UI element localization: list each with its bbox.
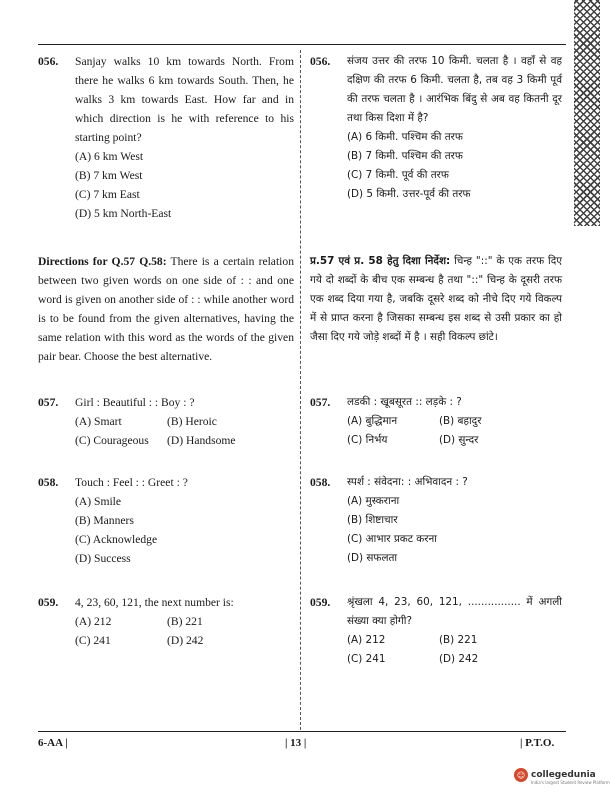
logo-tagline: India's largest Student Review Platform [531, 780, 610, 785]
option-c: (C) 241 [75, 634, 111, 647]
footer-page-number: | 13 | [285, 737, 307, 749]
options-list [75, 612, 294, 650]
option-d: (D) 5 किमी. उत्तर-पूर्व की तरफ [347, 188, 471, 200]
option-b: (B) शिष्टाचार [347, 514, 398, 526]
question-59-en [38, 593, 294, 650]
question-text: लडकी : खूबसूरत :: लड़के : ? [347, 396, 462, 408]
directions-heading: प्र.57 एवं प्र. 58 हेतु दिशा निर्देश: [310, 255, 451, 267]
option-b: (B) 7 किमी. पश्चिम की तरफ [347, 150, 463, 162]
option-b: (B) 221 [439, 634, 478, 646]
question-text: स्पर्श : संवेदना: : अभिवादन : ? [347, 476, 468, 488]
option-d: (D) 5 km North-East [75, 207, 172, 220]
question-text: Sanjay walks 10 km towards North. From there he walks 6 km towards South. Then, he walks 3 km towards East. How far and in which direction is he with reference to his starting point? [75, 55, 294, 144]
option-d: (D) Success [75, 552, 131, 565]
option-c: (C) आभार प्रकट करना [347, 533, 437, 545]
column-divider [300, 50, 301, 730]
question-59-hi [310, 593, 562, 669]
top-rule [38, 44, 566, 45]
option-b: (B) 7 km West [75, 169, 143, 182]
decorative-border-pattern [574, 0, 600, 226]
option-c: (C) Acknowledge [75, 533, 158, 546]
logo-text: collegedunia [531, 770, 596, 780]
footer-pto: | P.T.O. [520, 737, 555, 749]
question-number: 059. [38, 596, 59, 609]
options-list [75, 492, 294, 568]
question-57-hi [310, 393, 562, 450]
option-b: (B) Manners [75, 514, 134, 527]
directions-text: There is a certain relation between two given words on one side of : : and one word is given on another side of : : while another word is to be found from the given alternatives, having the same relation with this word as the words of the given pair bear. Choose the best alternative. [38, 255, 294, 363]
options-list [347, 412, 562, 450]
logo-icon: ☺ [514, 768, 528, 782]
option-c: (C) निर्भय [347, 434, 388, 446]
option-c: (C) 241 [347, 653, 386, 665]
options-list [347, 128, 562, 204]
question-58-en [38, 473, 294, 568]
options-list [75, 412, 294, 450]
option-a: (A) 6 किमी. पश्चिम की तरफ [347, 131, 463, 143]
option-a: (A) 212 [75, 615, 112, 628]
directions-text: चिन्ह "::" के एक तरफ दिए गये दो शब्दों के बीच एक सम्बन्ध है तथा "::" चिन्ह के दूसरी तरफ एक शब्द दिया गया है, जबकि दूसरे शब्द को नीचे दिए गये विकल्प में से प्राप्त करना है जिसका सम्बन्ध इस शब्द से उसी प्रकार का हो जैसा दिए गये जोड़े शब्दों में है । सही विकल्प छांटे। [310, 255, 563, 343]
option-c: (C) Courageous [75, 434, 149, 447]
question-58-hi [310, 473, 562, 568]
directions-en [38, 252, 294, 366]
option-a: (A) 6 km West [75, 150, 144, 163]
question-number: 057. [38, 396, 59, 409]
bottom-rule [38, 731, 566, 732]
option-d: (D) Handsome [167, 434, 236, 447]
question-number: 056. [310, 55, 331, 68]
question-text: Touch : Feel : : Greet : ? [75, 476, 188, 489]
question-56-hi [310, 52, 562, 204]
question-56-en [38, 52, 294, 223]
option-c: (C) 7 km East [75, 188, 140, 201]
directions-hi [310, 252, 562, 347]
option-a: (A) मुस्कराना [347, 495, 400, 507]
question-number: 058. [310, 476, 331, 489]
option-b: (B) 221 [167, 615, 203, 628]
question-text: श्रृंखला 4, 23, 60, 121, ................ में अगली संख्या क्या होगी? [347, 596, 562, 627]
options-list [75, 147, 294, 223]
option-d: (D) 242 [439, 653, 479, 665]
options-list [347, 492, 562, 568]
collegedunia-logo [514, 768, 610, 785]
option-d: (D) सफलता [347, 552, 398, 564]
options-list [347, 631, 562, 669]
option-b: (B) Heroic [167, 415, 217, 428]
option-a: (A) 212 [347, 634, 386, 646]
question-number: 057. [310, 396, 331, 409]
question-number: 058. [38, 476, 59, 489]
option-a: (A) बुद्धिमान [347, 415, 398, 427]
option-b: (B) बहादुर [439, 415, 482, 427]
question-text: Girl : Beautiful : : Boy : ? [75, 396, 195, 409]
question-57-en [38, 393, 294, 450]
question-text: 4, 23, 60, 121, the next number is: [75, 596, 234, 609]
footer-code: 6-AA | [38, 737, 68, 749]
option-d: (D) सुन्दर [439, 434, 479, 446]
question-number: 059. [310, 596, 331, 609]
question-text: संजय उत्तर की तरफ 10 किमी. चलता है । वहाँ से वह दक्षिण की तरफ 6 किमी. चलता है, तब वह 3 किमी पूर्व की तरफ चलता है । आरंभिक बिंदु से अब वह कितनी दूर तथा किस दिशा में है? [347, 55, 562, 124]
directions-heading: Directions for Q.57 Q.58: [38, 255, 167, 268]
option-c: (C) 7 किमी. पूर्व की तरफ [347, 169, 449, 181]
option-d: (D) 242 [167, 634, 204, 647]
option-a: (A) Smile [75, 495, 122, 508]
question-number: 056. [38, 55, 59, 68]
option-a: (A) Smart [75, 415, 122, 428]
